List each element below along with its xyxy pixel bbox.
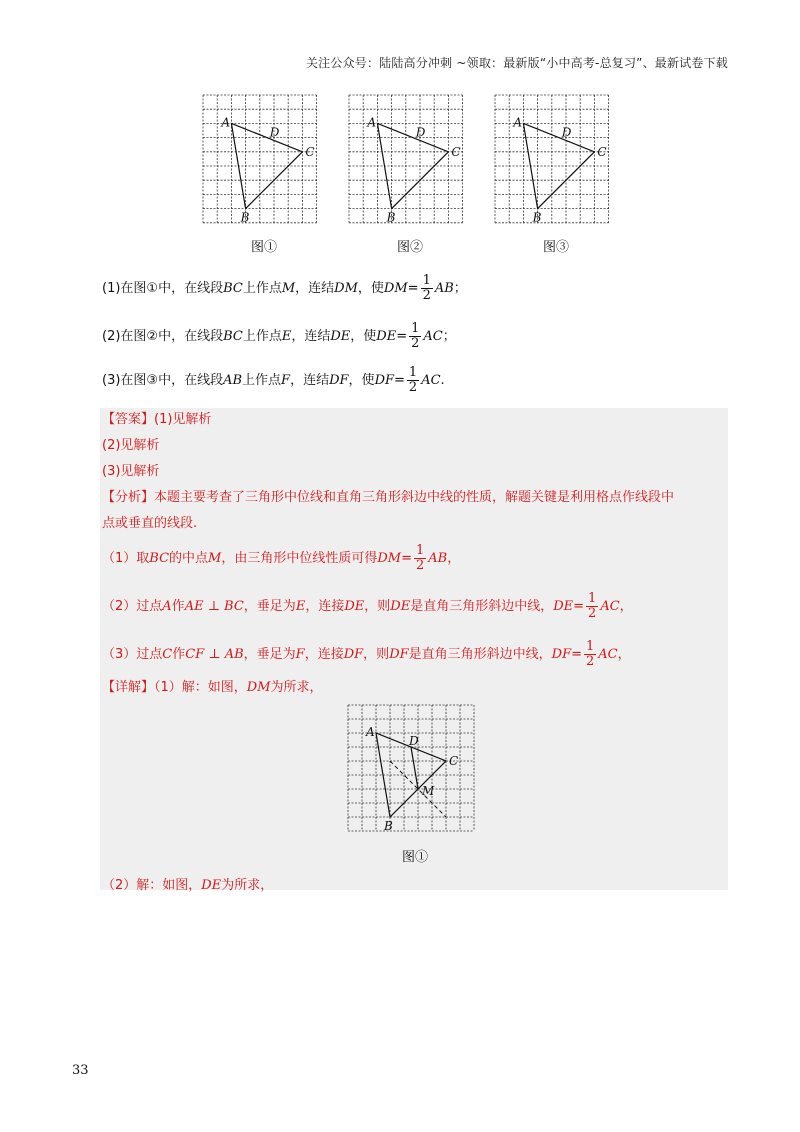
label-m: M bbox=[422, 784, 435, 798]
analysis-step-2: （2）过点A作AE ⊥ BC，垂足为E，连接DE，则DE是直角三角形斜边中线，DE= $\frac{1}{2}$ AC， bbox=[102, 591, 633, 621]
fraction: $\frac{1}{2}$ bbox=[416, 543, 425, 573]
fraction: $\frac{1}{2}$ bbox=[422, 273, 431, 303]
detail-line-1: 【详解】（1）解：如图，DM为所求， bbox=[102, 680, 323, 695]
figure-caption: 图① bbox=[401, 850, 428, 865]
fraction: $\frac{1}{2}$ bbox=[588, 591, 597, 621]
question-1: (1)在图①中，在线段BC上作点M，连结DM，使DM= $\frac{1}{2}$ AB； bbox=[102, 273, 467, 303]
label-d: D bbox=[269, 125, 280, 140]
grid-lines bbox=[348, 705, 474, 831]
label-b: B bbox=[384, 819, 393, 833]
figure-caption: 图① bbox=[250, 240, 277, 255]
label-a: A bbox=[366, 725, 375, 739]
label-b: B bbox=[240, 210, 250, 225]
grid-triangle-diagram bbox=[200, 92, 328, 226]
grid-triangle-diagram bbox=[346, 92, 474, 226]
label-d: D bbox=[415, 125, 426, 140]
answer-line-3: (3)见解析 bbox=[102, 464, 160, 479]
label-b: B bbox=[386, 210, 396, 225]
grid-lines bbox=[495, 95, 609, 223]
analysis-line-1: 【分析】本题主要考查了三角形中位线和直角三角形斜边中线的性质，解题关键是利用格点作线段中 bbox=[102, 490, 675, 505]
grid-lines bbox=[203, 95, 317, 223]
analysis-line-2: 点或垂直的线段. bbox=[102, 516, 198, 531]
figure-3 bbox=[492, 92, 620, 255]
question-3: (3)在图③中，在线段AB上作点F，连结DF，使DF= $\frac{1}{2}$ AC. bbox=[102, 365, 445, 395]
label-c: C bbox=[597, 144, 607, 159]
grid-triangle-diagram-with-midpoint bbox=[340, 702, 490, 836]
grid-lines bbox=[349, 95, 463, 223]
grid-triangle-diagram bbox=[492, 92, 620, 226]
label-b: B bbox=[532, 210, 542, 225]
detail-line-2: （2）解：如图，DE为所求， bbox=[102, 878, 274, 893]
question-2: (2)在图②中，在线段BC上作点E，连结DE，使DE= $\frac{1}{2}$ AC； bbox=[102, 321, 456, 351]
label-a: A bbox=[367, 115, 377, 130]
label-d: D bbox=[561, 125, 572, 140]
analysis-step-1: （1）取BC的中点M，由三角形中位线性质可得DM= $\frac{1}{2}$ AB， bbox=[102, 543, 461, 573]
label-c: C bbox=[451, 144, 461, 159]
figure-row bbox=[0, 92, 800, 262]
fraction: $\frac{1}{2}$ bbox=[408, 365, 418, 395]
label-a: A bbox=[513, 115, 523, 130]
figure-2 bbox=[346, 92, 474, 255]
detail-figure bbox=[340, 702, 490, 872]
label-a: A bbox=[221, 115, 231, 130]
answer-line-1: 【答案】(1)见解析 bbox=[102, 412, 212, 427]
analysis-step-3: （3）过点C作CF ⊥ AB，垂足为F，连接DF，则DF是直角三角形斜边中线，DF= $\frac{1}{2}$ AC， bbox=[102, 639, 631, 669]
label-c: C bbox=[305, 144, 315, 159]
answer-line-2: (2)见解析 bbox=[102, 438, 160, 453]
label-c: C bbox=[449, 754, 459, 768]
fraction: $\frac{1}{2}$ bbox=[411, 321, 420, 351]
figure-caption: 图③ bbox=[542, 240, 569, 255]
page-header: 关注公众号：陆陆高分冲刺 ~领取：最新版“小中高考-总复习”、最新试卷下载 bbox=[305, 56, 728, 70]
figure-1 bbox=[200, 92, 328, 255]
figure-caption: 图② bbox=[396, 240, 423, 255]
page-number: 33 bbox=[72, 1063, 89, 1078]
label-d: D bbox=[409, 734, 419, 748]
fraction: $\frac{1}{2}$ bbox=[586, 639, 595, 669]
